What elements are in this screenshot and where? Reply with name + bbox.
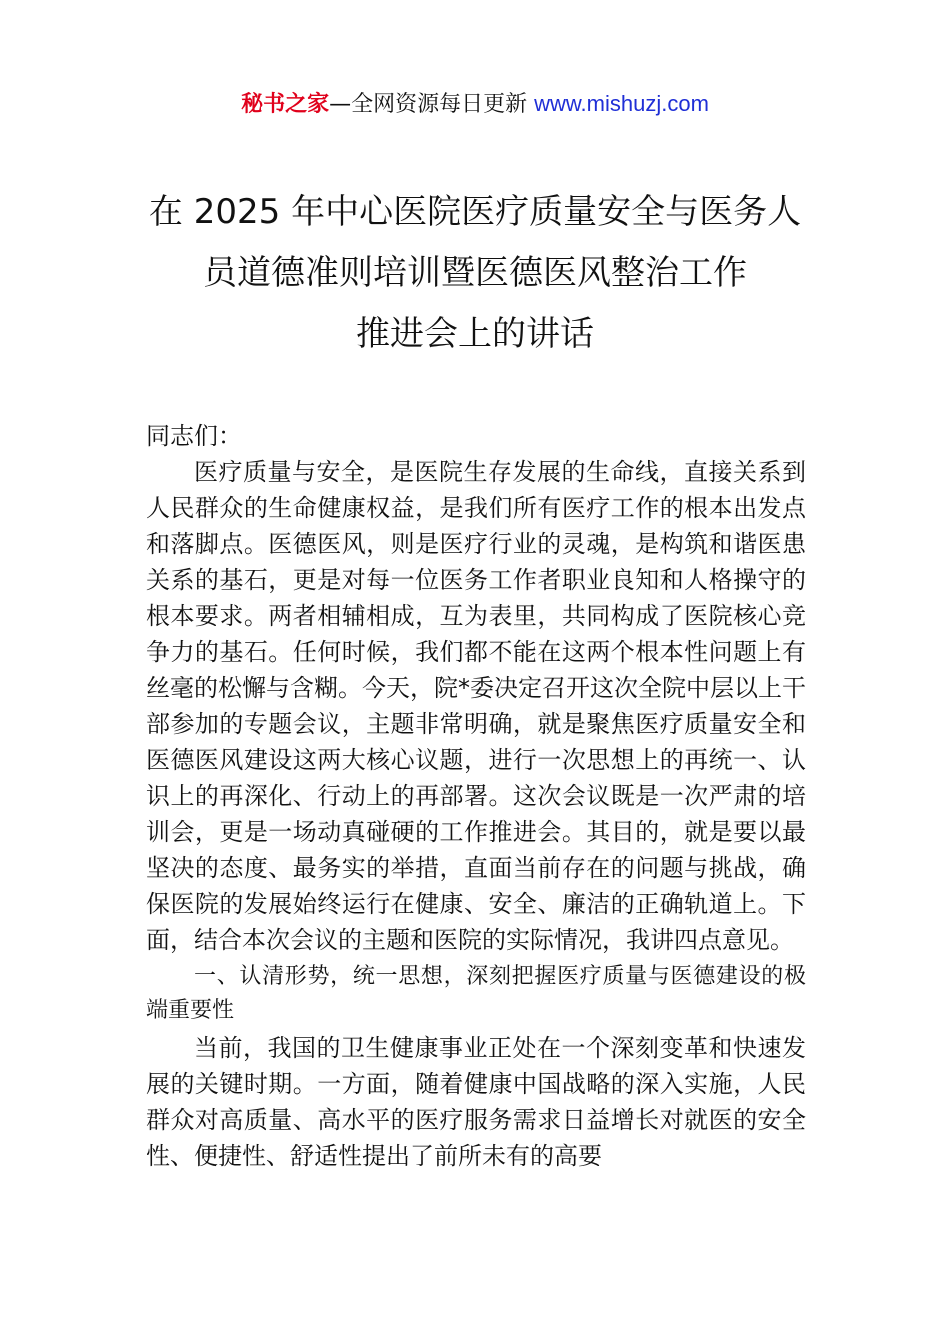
site-url-link[interactable]: www.mishuzj.com — [534, 91, 709, 116]
title-line-2: 员道德准则培训暨医德医风整治工作 — [203, 253, 747, 293]
salutation: 同志们： — [146, 422, 242, 450]
title-line-3: 推进会上的讲话 — [356, 314, 594, 354]
banner-tagline: —全网资源每日更新 — [329, 92, 535, 117]
document-body — [146, 418, 806, 1174]
section-1-paragraph: 当前，我国的卫生健康事业正处在一个深刻变革和快速发展的关键时期。一方面，随着健康中国战略的深入实施，人民群众对高质量、高水平的医疗服务需求日益增长对就医的安全性、便捷性、舒适性提出了前所未有的高要 — [146, 1034, 806, 1170]
site-banner — [0, 88, 950, 121]
title-line-1: 在 2025 年中心医院医疗质量安全与医务人 — [148, 192, 802, 232]
section-heading-1: 一、认清形势，统一思想，深刻把握医疗质量与医德建设的极端重要性 — [146, 964, 806, 1023]
document-title — [0, 182, 950, 365]
brand-name: 秘书之家 — [241, 92, 330, 117]
opening-paragraph: 医疗质量与安全，是医院生存发展的生命线，直接关系到人民群众的生命健康权益，是我们所有医疗工作的根本出发点和落脚点。医德医风，则是医疗行业的灵魂，是构筑和谐医患关系的基石，更是对每一位医务工作者职业良知和人格操守的根本要求。两者相辅相成，互为表里，共同构成了医院核心竞争力的基石。任何时候，我们都不能在这两个根本性问题上有丝毫的松懈与含糊。今天，院*委决定召开这次全院中层以上干部参加的专题会议，主题非常明确，就是聚焦医疗质量安全和医德医风建设这两大核心议题，进行一次思想上的再统一、认识上的再深化、行动上的再部署。这次会议既是一次严肃的培训会，更是一场动真碰硬的工作推进会。其目的，就是要以最坚决的态度、最务实的举措，直面当前存在的问题与挑战，确保医院的发展始终运行在健康、安全、廉洁的正确轨道上。下面，结合本次会议的主题和医院的实际情况，我讲四点意见。 — [146, 458, 806, 954]
